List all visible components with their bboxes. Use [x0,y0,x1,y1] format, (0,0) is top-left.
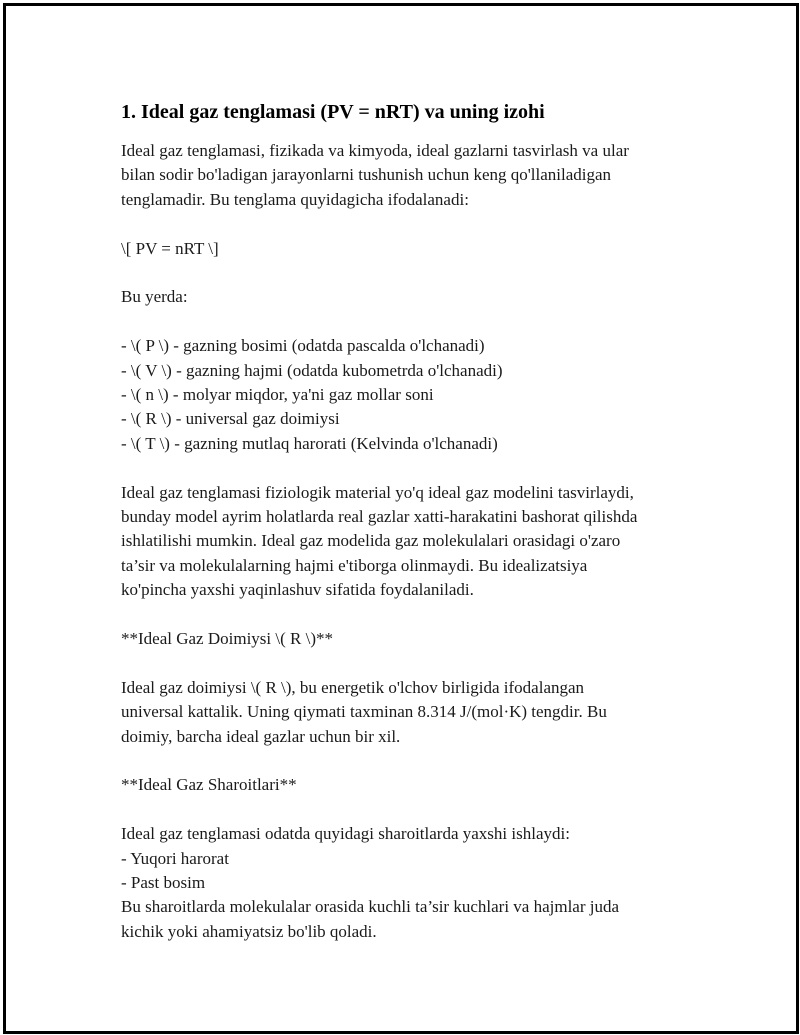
text-line: bilan sodir bo'ladigan jarayonlarni tushunish uchun keng qo'llaniladigan [121,165,612,185]
text-line: tenglamadir. Bu tenglama quyidagicha ifodalanadi: [121,189,469,209]
spacer [121,749,701,773]
text-line: doimiy, barcha ideal gazlar uchun bir xil. [121,726,401,746]
model-paragraph [121,481,701,603]
list-item: - \( T \) - gazning mutlaq harorati (Kelvinda o'lchanadi) [121,433,498,453]
document-title: 1. Ideal gaz tenglamasi (PV = nRT) va uning izohi [121,101,545,123]
text-line: Ideal gaz tenglamasi odatda quyidagi sharoitlarda yaxshi ishlaydi: [121,824,570,844]
list-item: - \( n \) - molyar miqdor, ya'ni gaz mollar soni [121,385,434,405]
text-line: kichik yoki ahamiyatsiz bo'lib qoladi. [121,921,377,941]
text-line: Bu sharoitlarda molekulalar orasida kuchli ta’sir kuchlari va hajmlar juda [121,897,620,917]
variable-list [121,334,701,456]
spacer [121,651,701,675]
text-line: ta’sir va molekulalarning hajmi e'tiborga olinmaydi. Bu idealizatsiya [121,555,588,575]
spacer [121,603,701,627]
text-line: ishlatilishi mumkin. Ideal gaz modelida gaz molekulalari orasidagi o'zaro [121,531,621,551]
text-line: bunday model ayrim holatlarda real gazlar xatti-harakatini bashorat qilishda [121,507,638,527]
conditions-heading: **Ideal Gaz Sharoitlari** [121,775,297,795]
list-item: - \( R \) - universal gaz doimiysi [121,409,340,429]
where-label: Bu yerda: [121,287,188,307]
list-item: - \( V \) - gazning hajmi (odatda kubometrda o'lchanadi) [121,360,503,380]
conditions-paragraph [121,822,701,944]
spacer [121,456,701,480]
spacer [121,310,701,334]
list-item: - Past bosim [121,873,206,893]
text-line: universal kattalik. Uning qiymati taxminan 8.314 J/(mol·K) tengdir. Bu [121,702,607,722]
constant-heading: **Ideal Gaz Doimiysi \( R \)** [121,629,333,649]
text-line: Ideal gaz doimiysi \( R \), bu energetik o'lchov birligida ifodalangan [121,677,585,697]
page-frame [3,3,799,1034]
intro-paragraph [121,139,701,212]
text-line: ko'pincha yaxshi yaqinlashuv sifatida foydalaniladi. [121,580,474,600]
list-item: - Yuqori harorat [121,848,229,868]
text-line: Ideal gaz tenglamasi, fizikada va kimyoda, ideal gazlarni tasvirlash va ular [121,141,629,160]
text-line: Ideal gaz tenglamasi fiziologik material yo'q ideal gaz modelini tasvirlaydi, [121,482,634,502]
list-item: - \( P \) - gazning bosimi (odatda pascalda o'lchanadi) [121,336,485,356]
constant-paragraph [121,676,701,749]
spacer [121,212,701,236]
spacer [121,261,701,285]
equation: \[ PV = nRT \] [121,238,219,258]
spacer [121,798,701,822]
document-body [121,98,701,944]
